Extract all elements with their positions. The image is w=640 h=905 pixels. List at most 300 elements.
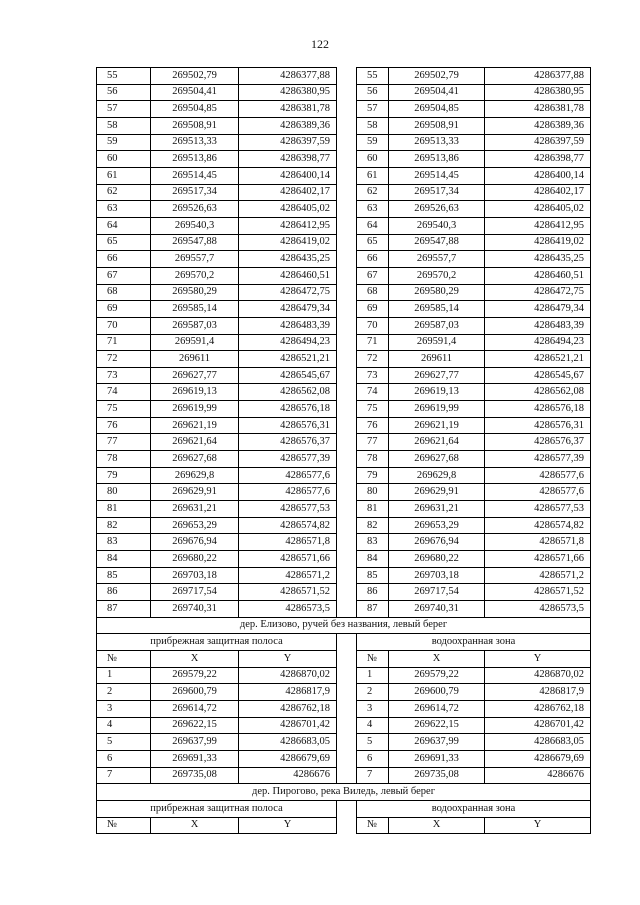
y-coordinate: 4286398,77 <box>485 151 591 168</box>
x-coordinate: 269637,99 <box>151 734 239 751</box>
table-row <box>97 384 591 401</box>
table-row <box>97 517 591 534</box>
column-gap <box>337 767 357 784</box>
column-header-row <box>97 650 591 667</box>
point-number: 84 <box>357 551 389 568</box>
column-gap <box>337 284 357 301</box>
x-coordinate: 269585,14 <box>151 301 239 318</box>
x-coordinate: 269611 <box>389 351 485 368</box>
point-number: 70 <box>97 317 151 334</box>
zone-label-row <box>97 634 591 651</box>
x-coordinate: 269619,13 <box>389 384 485 401</box>
table-row <box>97 84 591 101</box>
y-coordinate: 4286389,36 <box>239 117 337 134</box>
point-number: 3 <box>357 700 389 717</box>
table-row <box>97 301 591 318</box>
column-gap <box>337 800 357 817</box>
section-title-row <box>97 617 591 634</box>
column-gap <box>337 217 357 234</box>
column-gap <box>337 167 357 184</box>
table-row <box>97 601 591 618</box>
point-number: 75 <box>357 401 389 418</box>
y-coordinate: 4286397,59 <box>239 134 337 151</box>
y-coordinate: 4286576,18 <box>485 401 591 418</box>
point-number: 83 <box>97 534 151 551</box>
x-coordinate: 269591,4 <box>151 334 239 351</box>
x-coordinate: 269502,79 <box>151 68 239 85</box>
table-row <box>97 401 591 418</box>
table-row <box>97 584 591 601</box>
y-coordinate: 4286381,78 <box>485 101 591 118</box>
column-gap <box>337 151 357 168</box>
y-coordinate: 4286571,66 <box>485 551 591 568</box>
y-coordinate: 4286574,82 <box>239 517 337 534</box>
table-row <box>97 134 591 151</box>
column-gap <box>337 567 357 584</box>
table-row <box>97 567 591 584</box>
column-gap <box>337 684 357 701</box>
column-header-y: Y <box>239 650 337 667</box>
column-gap <box>337 517 357 534</box>
y-coordinate: 4286762,18 <box>485 700 591 717</box>
point-number: 68 <box>97 284 151 301</box>
table-row <box>97 68 591 85</box>
y-coordinate: 4286577,53 <box>239 501 337 518</box>
y-coordinate: 4286571,52 <box>239 584 337 601</box>
point-number: 85 <box>357 567 389 584</box>
y-coordinate: 4286574,82 <box>485 517 591 534</box>
point-number: 67 <box>357 267 389 284</box>
column-gap <box>337 734 357 751</box>
point-number: 82 <box>97 517 151 534</box>
x-coordinate: 269540,3 <box>389 217 485 234</box>
point-number: 57 <box>357 101 389 118</box>
table-row <box>97 717 591 734</box>
column-gap <box>337 667 357 684</box>
y-coordinate: 4286479,34 <box>239 301 337 318</box>
point-number: 64 <box>357 217 389 234</box>
point-number: 60 <box>357 151 389 168</box>
table-row <box>97 551 591 568</box>
y-coordinate: 4286380,95 <box>485 84 591 101</box>
y-coordinate: 4286576,37 <box>239 434 337 451</box>
point-number: 2 <box>357 684 389 701</box>
x-coordinate: 269622,15 <box>151 717 239 734</box>
point-number: 73 <box>357 367 389 384</box>
page-number: 122 <box>311 37 329 51</box>
point-number: 63 <box>97 201 151 218</box>
point-number: 56 <box>357 84 389 101</box>
y-coordinate: 4286817,9 <box>239 684 337 701</box>
table-row <box>97 667 591 684</box>
point-number: 57 <box>97 101 151 118</box>
column-header-number: № <box>97 650 151 667</box>
y-coordinate: 4286679,69 <box>485 750 591 767</box>
y-coordinate: 4286762,18 <box>239 700 337 717</box>
point-number: 61 <box>97 167 151 184</box>
x-coordinate: 269637,99 <box>389 734 485 751</box>
column-header-y: Y <box>485 817 591 834</box>
x-coordinate: 269629,91 <box>151 484 239 501</box>
x-coordinate: 269627,77 <box>389 367 485 384</box>
x-coordinate: 269680,22 <box>151 551 239 568</box>
column-gap <box>337 584 357 601</box>
point-number: 83 <box>357 534 389 551</box>
x-coordinate: 269600,79 <box>389 684 485 701</box>
x-coordinate: 269513,86 <box>151 151 239 168</box>
y-coordinate: 4286562,08 <box>485 384 591 401</box>
point-number: 61 <box>357 167 389 184</box>
point-number: 66 <box>357 251 389 268</box>
x-coordinate: 269691,33 <box>389 750 485 767</box>
column-gap <box>337 401 357 418</box>
point-number: 71 <box>97 334 151 351</box>
table-row <box>97 750 591 767</box>
y-coordinate: 4286472,75 <box>239 284 337 301</box>
column-gap <box>337 534 357 551</box>
y-coordinate: 4286435,25 <box>485 251 591 268</box>
y-coordinate: 4286571,66 <box>239 551 337 568</box>
x-coordinate: 269627,77 <box>151 367 239 384</box>
point-number: 77 <box>357 434 389 451</box>
zone-label-row <box>97 800 591 817</box>
table-row <box>97 417 591 434</box>
y-coordinate: 4286576,18 <box>239 401 337 418</box>
table-row <box>97 317 591 334</box>
y-coordinate: 4286870,02 <box>239 667 337 684</box>
y-coordinate: 4286573,5 <box>239 601 337 618</box>
y-coordinate: 4286571,8 <box>485 534 591 551</box>
column-gap <box>337 251 357 268</box>
point-number: 56 <box>97 84 151 101</box>
y-coordinate: 4286398,77 <box>239 151 337 168</box>
y-coordinate: 4286701,42 <box>485 717 591 734</box>
x-coordinate: 269735,08 <box>151 767 239 784</box>
y-coordinate: 4286460,51 <box>239 267 337 284</box>
column-header-number: № <box>357 817 389 834</box>
table-row <box>97 234 591 251</box>
column-header-x: X <box>389 650 485 667</box>
column-header-x: X <box>151 650 239 667</box>
coastal-strip-label: прибрежная защитная полоса <box>97 800 337 817</box>
x-coordinate: 269621,19 <box>151 417 239 434</box>
point-number: 64 <box>97 217 151 234</box>
column-gap <box>337 451 357 468</box>
table-row <box>97 734 591 751</box>
table-row <box>97 167 591 184</box>
x-coordinate: 269587,03 <box>389 317 485 334</box>
column-gap <box>337 501 357 518</box>
x-coordinate: 269557,7 <box>389 251 485 268</box>
x-coordinate: 269547,88 <box>151 234 239 251</box>
y-coordinate: 4286400,14 <box>239 167 337 184</box>
column-gap <box>337 650 357 667</box>
column-gap <box>337 717 357 734</box>
y-coordinate: 4286676 <box>239 767 337 784</box>
x-coordinate: 269621,64 <box>151 434 239 451</box>
point-number: 73 <box>97 367 151 384</box>
point-number: 68 <box>357 284 389 301</box>
x-coordinate: 269619,99 <box>389 401 485 418</box>
table-row <box>97 434 591 451</box>
y-coordinate: 4286571,8 <box>239 534 337 551</box>
x-coordinate: 269629,8 <box>151 467 239 484</box>
y-coordinate: 4286571,52 <box>485 584 591 601</box>
column-header-x: X <box>151 817 239 834</box>
point-number: 4 <box>97 717 151 734</box>
column-gap <box>337 750 357 767</box>
point-number: 7 <box>357 767 389 784</box>
x-coordinate: 269579,22 <box>151 667 239 684</box>
point-number: 87 <box>97 601 151 618</box>
y-coordinate: 4286545,67 <box>485 367 591 384</box>
column-gap <box>337 601 357 618</box>
y-coordinate: 4286679,69 <box>239 750 337 767</box>
x-coordinate: 269570,2 <box>151 267 239 284</box>
point-number: 80 <box>97 484 151 501</box>
point-number: 7 <box>97 767 151 784</box>
section-title: дер. Пирогово, река Виледь, левый берег <box>97 784 591 801</box>
point-number: 62 <box>97 184 151 201</box>
point-number: 81 <box>97 501 151 518</box>
y-coordinate: 4286576,31 <box>239 417 337 434</box>
column-gap <box>337 817 357 834</box>
point-number: 86 <box>357 584 389 601</box>
y-coordinate: 4286701,42 <box>239 717 337 734</box>
y-coordinate: 4286577,53 <box>485 501 591 518</box>
point-number: 2 <box>97 684 151 701</box>
x-coordinate: 269508,91 <box>389 117 485 134</box>
point-number: 79 <box>357 467 389 484</box>
x-coordinate: 269631,21 <box>151 501 239 518</box>
x-coordinate: 269513,33 <box>389 134 485 151</box>
point-number: 76 <box>97 417 151 434</box>
table-row <box>97 534 591 551</box>
x-coordinate: 269580,29 <box>389 284 485 301</box>
y-coordinate: 4286412,95 <box>239 217 337 234</box>
x-coordinate: 269570,2 <box>389 267 485 284</box>
x-coordinate: 269600,79 <box>151 684 239 701</box>
y-coordinate: 4286377,88 <box>239 68 337 85</box>
y-coordinate: 4286571,2 <box>485 567 591 584</box>
point-number: 69 <box>357 301 389 318</box>
coastal-strip-label: прибрежная защитная полоса <box>97 634 337 651</box>
point-number: 55 <box>97 68 151 85</box>
y-coordinate: 4286380,95 <box>239 84 337 101</box>
point-number: 78 <box>97 451 151 468</box>
x-coordinate: 269591,4 <box>389 334 485 351</box>
column-gap <box>337 700 357 717</box>
x-coordinate: 269504,41 <box>389 84 485 101</box>
x-coordinate: 269514,45 <box>389 167 485 184</box>
point-number: 5 <box>357 734 389 751</box>
y-coordinate: 4286576,37 <box>485 434 591 451</box>
x-coordinate: 269504,41 <box>151 84 239 101</box>
table-row <box>97 451 591 468</box>
point-number: 6 <box>97 750 151 767</box>
column-header-y: Y <box>239 817 337 834</box>
x-coordinate: 269629,8 <box>389 467 485 484</box>
table-row <box>97 267 591 284</box>
y-coordinate: 4286419,02 <box>485 234 591 251</box>
x-coordinate: 269676,94 <box>389 534 485 551</box>
column-header-number: № <box>97 817 151 834</box>
coordinates-table <box>96 67 591 834</box>
y-coordinate: 4286683,05 <box>239 734 337 751</box>
y-coordinate: 4286683,05 <box>485 734 591 751</box>
x-coordinate: 269676,94 <box>151 534 239 551</box>
table-row <box>97 684 591 701</box>
point-number: 67 <box>97 267 151 284</box>
coordinates-table-body <box>97 68 591 834</box>
point-number: 69 <box>97 301 151 318</box>
x-coordinate: 269735,08 <box>389 767 485 784</box>
point-number: 1 <box>97 667 151 684</box>
point-number: 62 <box>357 184 389 201</box>
y-coordinate: 4286483,39 <box>485 317 591 334</box>
y-coordinate: 4286577,6 <box>239 484 337 501</box>
y-coordinate: 4286562,08 <box>239 384 337 401</box>
y-coordinate: 4286870,02 <box>485 667 591 684</box>
y-coordinate: 4286676 <box>485 767 591 784</box>
x-coordinate: 269740,31 <box>389 601 485 618</box>
y-coordinate: 4286405,02 <box>239 201 337 218</box>
column-gap <box>337 101 357 118</box>
y-coordinate: 4286577,6 <box>239 467 337 484</box>
x-coordinate: 269547,88 <box>389 234 485 251</box>
point-number: 78 <box>357 451 389 468</box>
x-coordinate: 269517,34 <box>389 184 485 201</box>
point-number: 63 <box>357 201 389 218</box>
column-gap <box>337 317 357 334</box>
x-coordinate: 269627,68 <box>389 451 485 468</box>
column-gap <box>337 484 357 501</box>
x-coordinate: 269585,14 <box>389 301 485 318</box>
x-coordinate: 269680,22 <box>389 551 485 568</box>
point-number: 59 <box>97 134 151 151</box>
table-row <box>97 117 591 134</box>
x-coordinate: 269614,72 <box>389 700 485 717</box>
x-coordinate: 269611 <box>151 351 239 368</box>
point-number: 4 <box>357 717 389 734</box>
point-number: 75 <box>97 401 151 418</box>
y-coordinate: 4286381,78 <box>239 101 337 118</box>
y-coordinate: 4286483,39 <box>239 317 337 334</box>
table-row <box>97 284 591 301</box>
y-coordinate: 4286397,59 <box>485 134 591 151</box>
column-gap <box>337 434 357 451</box>
x-coordinate: 269619,13 <box>151 384 239 401</box>
column-gap <box>337 634 357 651</box>
table-row <box>97 101 591 118</box>
column-gap <box>337 417 357 434</box>
column-gap <box>337 84 357 101</box>
y-coordinate: 4286412,95 <box>485 217 591 234</box>
y-coordinate: 4286577,6 <box>485 467 591 484</box>
column-header-number: № <box>357 650 389 667</box>
x-coordinate: 269614,72 <box>151 700 239 717</box>
point-number: 85 <box>97 567 151 584</box>
y-coordinate: 4286377,88 <box>485 68 591 85</box>
x-coordinate: 269580,29 <box>151 284 239 301</box>
column-gap <box>337 234 357 251</box>
point-number: 58 <box>357 117 389 134</box>
x-coordinate: 269508,91 <box>151 117 239 134</box>
table-row <box>97 501 591 518</box>
table-row <box>97 467 591 484</box>
x-coordinate: 269703,18 <box>389 567 485 584</box>
point-number: 65 <box>357 234 389 251</box>
point-number: 80 <box>357 484 389 501</box>
table-row <box>97 484 591 501</box>
x-coordinate: 269504,85 <box>389 101 485 118</box>
x-coordinate: 269653,29 <box>389 517 485 534</box>
y-coordinate: 4286576,31 <box>485 417 591 434</box>
point-number: 70 <box>357 317 389 334</box>
column-gap <box>337 384 357 401</box>
point-number: 66 <box>97 251 151 268</box>
column-gap <box>337 467 357 484</box>
x-coordinate: 269629,91 <box>389 484 485 501</box>
x-coordinate: 269717,54 <box>151 584 239 601</box>
y-coordinate: 4286405,02 <box>485 201 591 218</box>
point-number: 60 <box>97 151 151 168</box>
column-gap <box>337 334 357 351</box>
y-coordinate: 4286494,23 <box>239 334 337 351</box>
point-number: 74 <box>97 384 151 401</box>
x-coordinate: 269540,3 <box>151 217 239 234</box>
column-gap <box>337 68 357 85</box>
section-title: дер. Елизово, ручей без названия, левый берег <box>97 617 591 634</box>
point-number: 82 <box>357 517 389 534</box>
x-coordinate: 269627,68 <box>151 451 239 468</box>
x-coordinate: 269621,64 <box>389 434 485 451</box>
column-header-y: Y <box>485 650 591 667</box>
y-coordinate: 4286521,21 <box>485 351 591 368</box>
column-gap <box>337 201 357 218</box>
table-row <box>97 334 591 351</box>
y-coordinate: 4286545,67 <box>239 367 337 384</box>
table-row <box>97 700 591 717</box>
column-gap <box>337 551 357 568</box>
x-coordinate: 269513,33 <box>151 134 239 151</box>
y-coordinate: 4286479,34 <box>485 301 591 318</box>
point-number: 71 <box>357 334 389 351</box>
column-gap <box>337 301 357 318</box>
y-coordinate: 4286435,25 <box>239 251 337 268</box>
column-header-x: X <box>389 817 485 834</box>
x-coordinate: 269740,31 <box>151 601 239 618</box>
x-coordinate: 269526,63 <box>389 201 485 218</box>
column-gap <box>337 184 357 201</box>
y-coordinate: 4286521,21 <box>239 351 337 368</box>
y-coordinate: 4286402,17 <box>239 184 337 201</box>
x-coordinate: 269631,21 <box>389 501 485 518</box>
section-title-row <box>97 784 591 801</box>
table-row <box>97 251 591 268</box>
y-coordinate: 4286419,02 <box>239 234 337 251</box>
water-protection-zone-label: водоохранная зона <box>357 800 591 817</box>
table-row <box>97 767 591 784</box>
point-number: 5 <box>97 734 151 751</box>
table-row <box>97 151 591 168</box>
y-coordinate: 4286472,75 <box>485 284 591 301</box>
column-header-row <box>97 817 591 834</box>
point-number: 81 <box>357 501 389 518</box>
table-row <box>97 201 591 218</box>
y-coordinate: 4286494,23 <box>485 334 591 351</box>
x-coordinate: 269504,85 <box>151 101 239 118</box>
